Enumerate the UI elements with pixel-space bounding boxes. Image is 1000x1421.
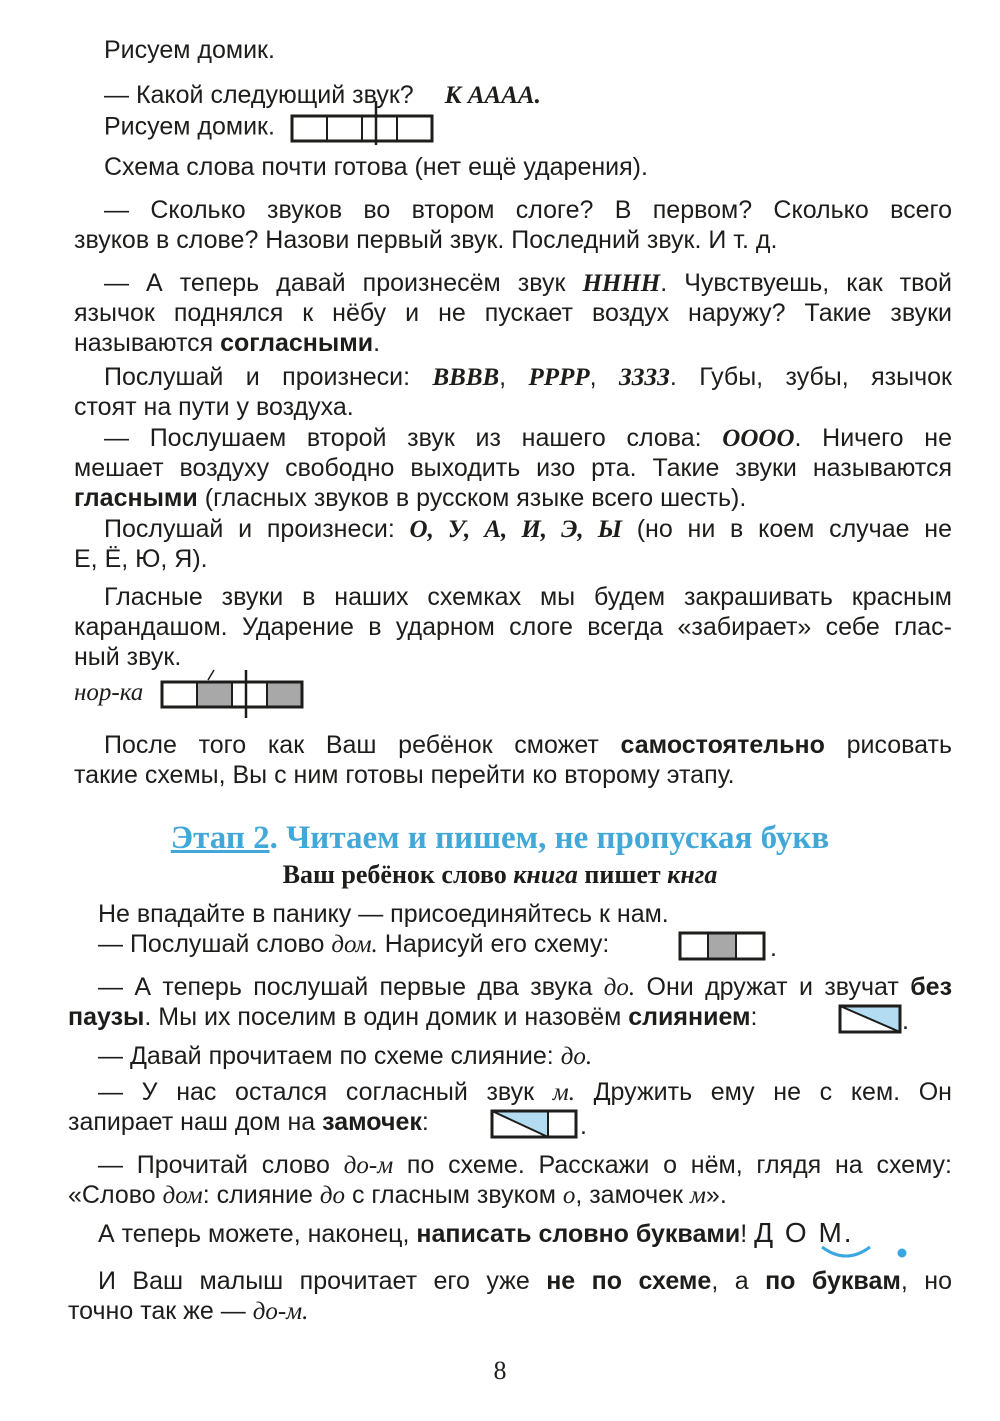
paragraph <box>104 362 952 393</box>
term: замочек <box>322 1108 422 1136</box>
word: до-м <box>343 1152 394 1179</box>
paragraph: ный звук. <box>74 643 182 671</box>
word: книга <box>513 860 578 889</box>
paragraph <box>104 514 952 545</box>
paragraph: Схема слова почти готова (нет ещё ударения). <box>104 153 648 181</box>
text: , замочек <box>575 1181 690 1209</box>
text: : слияние <box>202 1181 320 1209</box>
term: написать словно буквами <box>416 1220 741 1248</box>
example-word: нор-ка <box>74 679 144 706</box>
paragraph <box>68 1180 727 1211</box>
paragraph <box>98 1041 592 1072</box>
sound: НННН <box>582 270 661 297</box>
text: — А теперь послушай первые два звука <box>98 973 604 1001</box>
paragraph: такие схемы, Вы с ним готовы перейти ко второму этапу. <box>74 761 735 789</box>
paragraph: Гласные звуки в наших схемках мы будем закрашивать красным <box>104 583 952 611</box>
period: . <box>770 934 777 962</box>
term: самостоятельно <box>620 731 825 759</box>
paragraph: стоят на пути у воздуха. <box>74 393 354 421</box>
text: запирает наш дом на <box>68 1108 323 1136</box>
text: «Слово <box>68 1181 163 1209</box>
text: . Ничего не <box>794 424 952 452</box>
word: о <box>562 1182 576 1209</box>
text: , <box>589 363 619 391</box>
word: м <box>689 1182 706 1209</box>
letters: Д О М. <box>754 1217 854 1248</box>
paragraph: Рисуем домик. <box>104 36 275 64</box>
text: ! <box>740 1220 755 1248</box>
paragraph <box>104 268 952 299</box>
period: . <box>580 1112 587 1140</box>
word: кнга <box>667 860 718 889</box>
text: Послушай и произнеси: <box>104 363 433 391</box>
text: — Послушаем второй звук из нашего слова: <box>104 424 723 452</box>
text: точно так же — <box>68 1297 253 1325</box>
text: . Мы их поселим в один домик и назовём <box>144 1003 629 1031</box>
text: Ваш ребёнок слово <box>282 860 514 889</box>
term: не по схеме <box>546 1267 712 1295</box>
word: дом <box>162 1182 203 1209</box>
text: Послушай и произнеси: <box>104 515 410 543</box>
paragraph <box>104 111 440 145</box>
text: , <box>499 363 529 391</box>
lock-scheme-diagram <box>490 1107 580 1141</box>
text: : <box>421 1108 429 1136</box>
paragraph: Не впадайте в панику — присоединяйтесь к нам. <box>98 900 669 928</box>
paragraph <box>104 423 952 454</box>
term: по буквам <box>765 1267 901 1295</box>
fusion-scheme-diagram <box>838 1002 902 1036</box>
sound: О, У, А, И, Э, Ы <box>409 516 622 543</box>
stage-label: Этап 2 <box>170 820 270 856</box>
paragraph <box>104 730 952 760</box>
paragraph: мешает воздуху свободно выходить изо рта. Такие звуки называются <box>74 454 952 482</box>
word: дом. <box>331 931 378 958</box>
word: до <box>319 1182 346 1209</box>
text: После того как Ваш ребёнок сможет <box>104 731 621 759</box>
text: — Какой следующий звук? <box>104 81 414 109</box>
sound: К АААА. <box>444 82 541 109</box>
text: . Чувствуешь, как твой <box>660 269 952 297</box>
page-number: 8 <box>493 1356 507 1385</box>
paragraph <box>98 929 609 960</box>
word: до. <box>603 974 636 1001</box>
text: , но <box>900 1267 952 1295</box>
text: — Прочитай слово <box>98 1151 344 1179</box>
word: до-м. <box>252 1298 309 1325</box>
text: — Послушай слово <box>98 930 332 958</box>
term: паузы <box>68 1003 145 1031</box>
paragraph: звуков в слове? Назови первый звук. Последний звук. И т. д. <box>74 226 778 254</box>
text: Рисуем домик. <box>104 112 275 141</box>
paragraph <box>98 1266 952 1296</box>
paragraph <box>98 1218 854 1249</box>
paragraph <box>68 1002 758 1032</box>
text: ». <box>705 1181 727 1209</box>
dom-scheme-diagram <box>678 929 768 963</box>
text: : <box>750 1003 758 1031</box>
word-scheme-diagram <box>160 668 310 720</box>
sound: РРРР <box>528 364 590 391</box>
fusion-arc-mark <box>816 1243 916 1265</box>
period: . <box>902 1007 909 1035</box>
paragraph: Е, Ё, Ю, Я). <box>74 545 208 573</box>
paragraph <box>98 1150 952 1181</box>
text: пишет <box>577 860 668 889</box>
text: — А теперь давай произнесём звук <box>104 269 583 297</box>
text: по схеме. Расскажи о нём, глядя на схему: <box>393 1151 952 1179</box>
term: согласными <box>220 329 374 357</box>
heading-text: . Читаем и пишем, не пропуская букв <box>269 820 830 856</box>
word-scheme-diagram <box>290 101 440 145</box>
text: . <box>373 329 381 357</box>
paragraph: язычок поднялся к нёбу и не пускает воздух наружу? Такие звуки <box>74 299 952 327</box>
term: гласными <box>74 484 198 512</box>
text: — У нас остался согласный звук <box>98 1078 553 1106</box>
sound: ВВВВ <box>432 364 500 391</box>
paragraph <box>74 328 380 358</box>
paragraph <box>74 483 746 513</box>
text: с гласным звуком <box>345 1181 563 1209</box>
word: м. <box>552 1079 575 1106</box>
text: И Ваш малыш прочитает его уже <box>98 1267 547 1295</box>
text: рисовать <box>824 731 952 759</box>
text: А теперь можете, наконец, <box>98 1220 417 1248</box>
section-subheading <box>0 860 1000 890</box>
text: . Губы, зубы, язычок <box>669 363 952 391</box>
word: до. <box>560 1043 593 1070</box>
paragraph <box>68 1296 308 1327</box>
text: (гласных звуков в русском языке всего шесть). <box>197 484 747 512</box>
section-heading <box>0 820 1000 856</box>
paragraph <box>98 972 952 1003</box>
paragraph: карандашом. Ударение в ударном слоге всегда «забирает» себе глас- <box>74 613 952 641</box>
paragraph <box>68 1107 429 1137</box>
text: Они дружат и звучат <box>635 973 911 1001</box>
text: называются <box>74 329 221 357</box>
text: — Давай прочитаем по схеме слияние: <box>98 1042 561 1070</box>
text: Дружить ему не с кем. Он <box>574 1078 952 1106</box>
text: (но ни в коем случае не <box>621 515 952 543</box>
paragraph: — Сколько звуков во втором слоге? В первом? Сколько всего <box>104 196 952 224</box>
paragraph <box>98 1077 952 1108</box>
sound: ЗЗЗЗ <box>618 364 670 391</box>
text: Нарисуй его схему: <box>377 930 610 958</box>
term: без <box>910 973 952 1001</box>
term: слиянием <box>628 1003 751 1031</box>
text: , а <box>711 1267 766 1295</box>
sound: ОООО <box>722 425 795 452</box>
